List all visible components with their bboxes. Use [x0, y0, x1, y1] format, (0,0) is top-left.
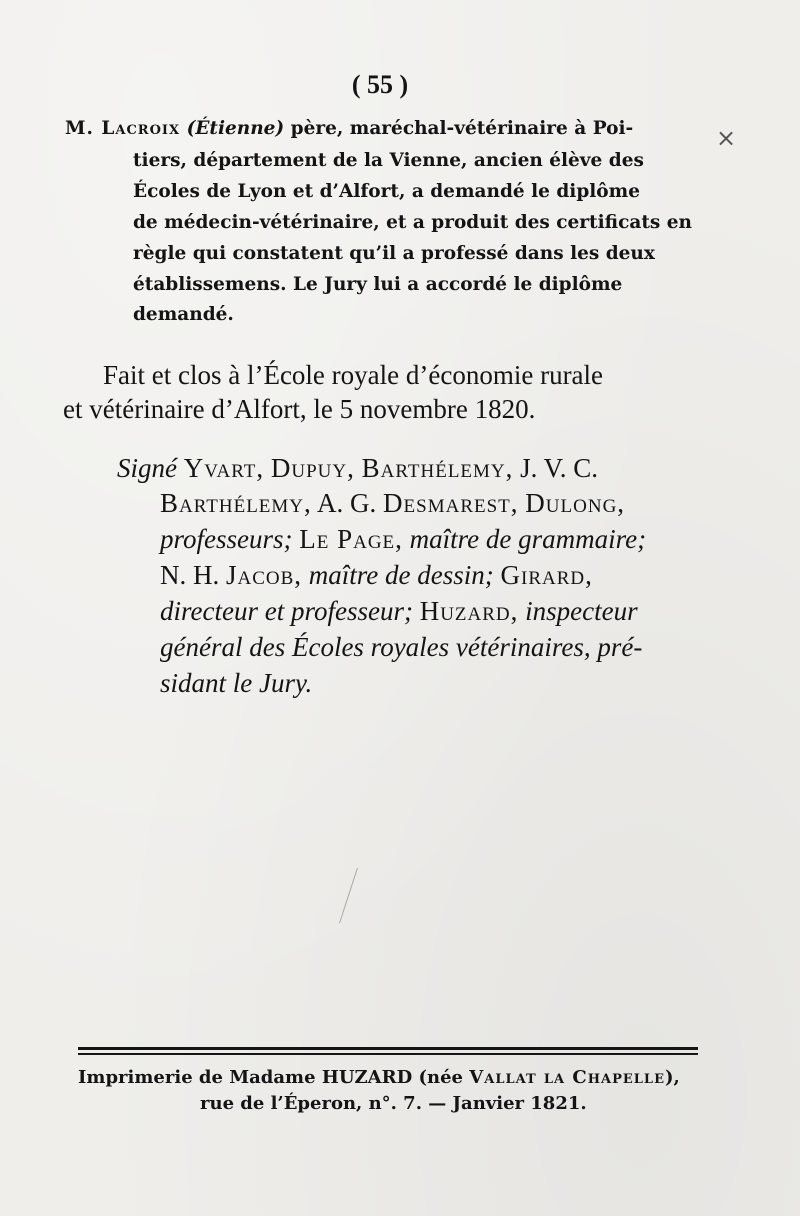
signature-line2 [160, 488, 625, 519]
signe-label: Signé [117, 453, 177, 483]
signature-line7: sidant le Jury. [160, 668, 313, 698]
signatory-le-page: Le Page, [299, 524, 403, 554]
signature-line6: général des Écoles royales vétérinaires, pré- [160, 632, 643, 662]
signatory-initials-jvc: J. V. C. [520, 453, 598, 483]
signatory-huzard: Huzard, [419, 596, 519, 626]
imprint-line1-close: ), [664, 1067, 680, 1088]
signatory-initials-ag: A. G. [317, 488, 377, 518]
signature-line1 [117, 453, 598, 484]
paragraph2-line2: et vétérinaire d’Alfort, le 5 novembre 1820. [63, 394, 536, 424]
paragraph1-line5: règle qui constatent qu’il a professé dans les deux [133, 243, 655, 264]
paragraph1-line2: tiers, département de la Vienne, ancien élève des [133, 150, 644, 171]
margin-cross-mark: × [716, 124, 737, 152]
imprint-printer: Imprimerie de Madame HUZARD (née [78, 1067, 463, 1088]
role-professeurs: professeurs; [160, 524, 293, 554]
role-inspecteur: inspecteur [525, 596, 638, 626]
role-maitre-dessin: maître de dessin; [308, 560, 494, 590]
person-firstname: (Étienne) [186, 118, 285, 139]
paragraph1-line3: Écoles de Lyon et d’Alfort, a demandé le diplôme [133, 181, 640, 202]
imprint-rule-thin [78, 1053, 698, 1055]
signatory-yvart: Yvart, [183, 453, 265, 483]
paragraph1-line1 [65, 118, 633, 139]
signatory-jacob: Jacob, [226, 560, 303, 590]
imprint-rule-thick [78, 1047, 698, 1050]
signatory-desmarest: Desmarest, [383, 488, 519, 518]
paragraph1-line4: de médecin-vétérinaire, et a produit des certificats en [133, 212, 692, 233]
paragraph1-line6: établissemens. Le Jury lui a accordé le diplôme [133, 274, 623, 295]
signature-line3 [160, 524, 646, 555]
signatory-barthelemy-1: Barthélemy, [361, 453, 514, 483]
paragraph1-line1-rest: père, maréchal-vétérinaire à Poi- [290, 118, 634, 139]
paragraph1-line7: demandé. [133, 304, 234, 325]
role-maitre-grammaire: maître de grammaire; [409, 524, 647, 554]
signatory-barthelemy-2: Barthélemy, [160, 488, 312, 518]
role-directeur-professeur: directeur et professeur; [160, 596, 413, 626]
page-number: ( 55 ) [351, 70, 409, 99]
margin-pencil-mark [339, 868, 378, 923]
imprint-maiden-name: Vallat la Chapelle [469, 1067, 665, 1088]
signatory-dupuy: Dupuy, [270, 453, 355, 483]
imprint-line1 [78, 1067, 680, 1088]
paragraph2-line1: Fait et clos à l’École royale d’économie rurale [103, 360, 604, 390]
signatory-initials-nh: N. H. [160, 560, 220, 590]
signature-line4 [160, 560, 593, 591]
signature-line5 [160, 596, 638, 627]
imprint-line2: rue de l’Éperon, n°. 7. — Janvier 1821. [200, 1093, 587, 1114]
person-name: M. Lacroix [65, 118, 181, 139]
signatory-girard: Girard, [500, 560, 593, 590]
signatory-dulong: Dulong, [525, 488, 626, 518]
